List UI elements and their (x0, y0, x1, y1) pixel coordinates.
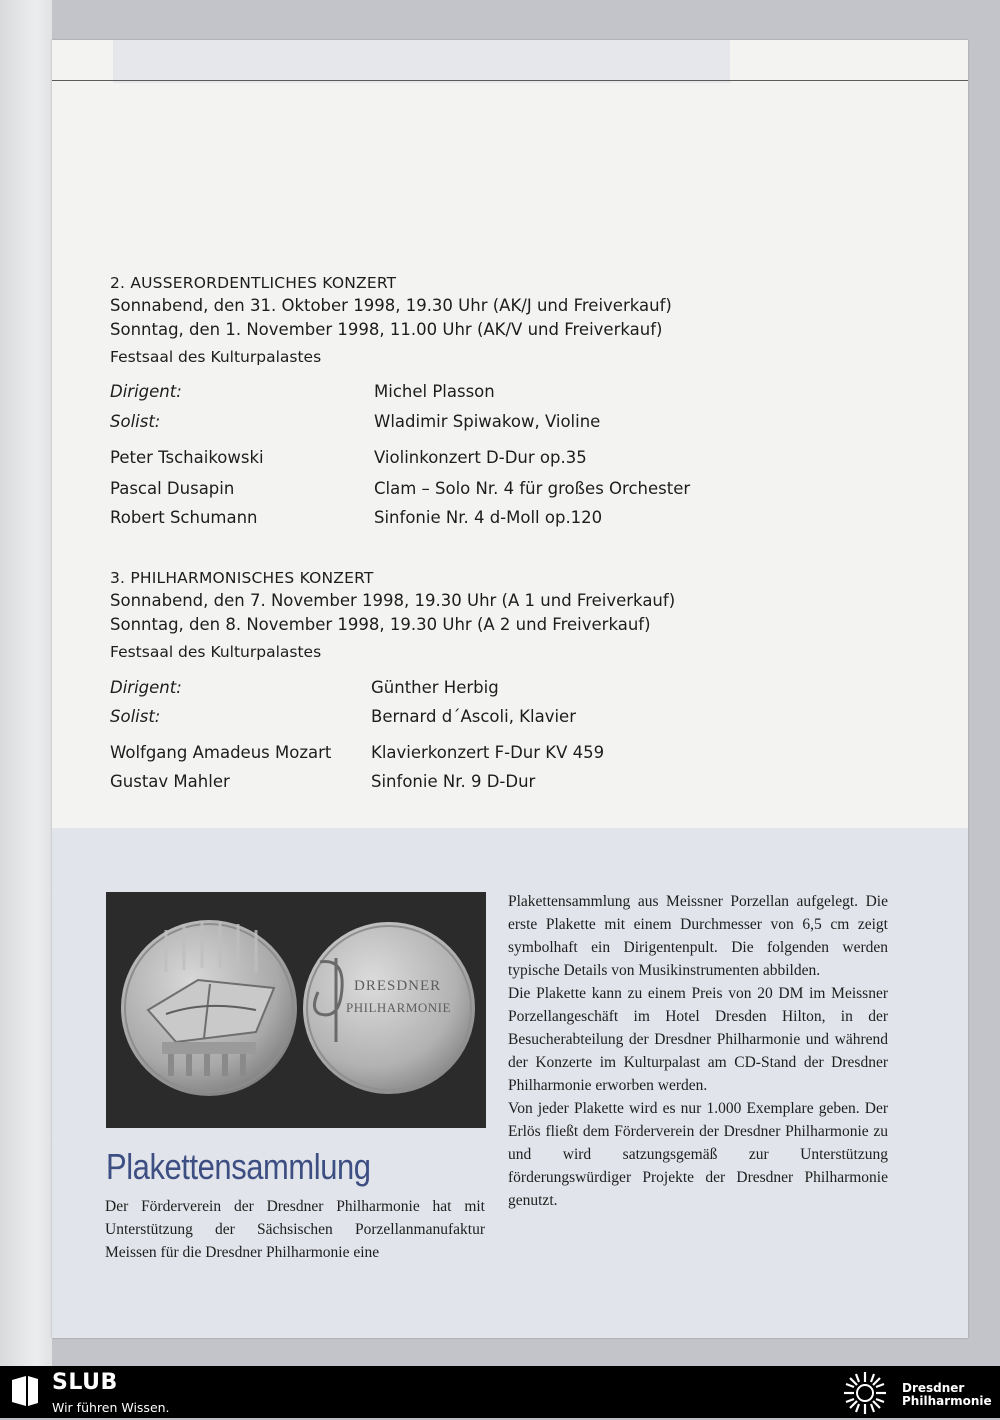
article-paragraph: Von jeder Plakette wird es nur 1.000 Exemplare geben. Der Erlös fließt dem Förderverein der Dresdner Philharmonie zu und wird satzungsgemäß zur Unterstützung förderungswürdiger Projekte der Dresdner Philharmonie genutzt. (508, 1100, 888, 1209)
program-value: Violinkonzert D-Dur op.35 (374, 448, 587, 467)
program-value: Sinfonie Nr. 4 d-Moll op.120 (374, 508, 603, 527)
concert-block-2 (110, 567, 675, 663)
header-rule (52, 80, 968, 81)
program-label: Dirigent: (110, 382, 182, 401)
concert-heading: 2. AUSSERORDENTLICHES KONZERT (110, 274, 397, 292)
concert-date: Sonntag, den 1. November 1998, 11.00 Uhr (AK/V und Freiverkauf) (110, 320, 663, 339)
concert-date: Sonnabend, den 31. Oktober 1998, 19.30 Uhr (AK/J und Freiverkauf) (110, 296, 672, 315)
program-label: Peter Tschaikowski (110, 448, 264, 467)
concert-date: Sonntag, den 8. November 1998, 19.30 Uhr (A 2 und Freiverkauf) (110, 615, 651, 634)
medal-inscription-line1: DRESDNER (354, 978, 442, 994)
article-paragraph: Plakettensammlung aus Meissner Porzellan aufgelegt. Die erste Plakette mit einem Durchmesser von 6,5 cm zeigt symbolhaft ein Dirigentenpult. Die folgenden werden typische Details von Musikinstrumenten abbilden. (508, 893, 888, 979)
article-title: Plakettensammlung (106, 1146, 371, 1187)
concert-block-1 (110, 272, 672, 368)
medal-photo (106, 892, 486, 1128)
medal-inscription-line2: PHILHARMONIE (346, 1000, 451, 1015)
philharmonie-name (902, 1382, 992, 1408)
facing-page-edge (0, 0, 52, 1366)
program-value: Günther Herbig (371, 678, 499, 697)
article-paragraph: Die Plakette kann zu einem Preis von 20 DM im Meissner Porzellangeschäft im Hotel Dresden Hilton, in der Besucherabteilung der Dresdner Philharmonie und während der Konzerte im Kulturpalast am CD-Stand der Dresdner Philharmonie erworben werden. (508, 985, 888, 1094)
program-value: Sinfonie Nr. 9 D-Dur (371, 772, 536, 791)
article-intro: Der Förderverein der Dresdner Philharmonie hat mit Unterstützung der Sächsischen Porzellanmanufaktur Meissen für die Dresdner Philharmonie eine (105, 1198, 485, 1261)
program-label: Robert Schumann (110, 508, 258, 527)
concert-venue: Festsaal des Kulturpalastes (110, 348, 322, 366)
slub-name[interactable]: SLUB (52, 1370, 118, 1395)
slub-tagline: Wir führen Wissen. (52, 1400, 170, 1415)
philharmonie-name-line1: Dresdner (902, 1381, 965, 1395)
program-label: Dirigent: (110, 678, 182, 697)
philharmonie-logo-icon[interactable] (842, 1370, 888, 1416)
concert-heading: 3. PHILHARMONISCHES KONZERT (110, 569, 374, 587)
program-value: Clam – Solo Nr. 4 für großes Orchester (374, 479, 691, 498)
program-label: Wolfgang Amadeus Mozart (110, 743, 332, 762)
article-body (508, 890, 888, 1212)
program-label: Solist: (110, 412, 161, 431)
program-value: Wladimir Spiwakow, Violine (374, 412, 601, 431)
program-label: Solist: (110, 707, 161, 726)
program-label: Pascal Dusapin (110, 479, 235, 498)
program-value: Michel Plasson (374, 382, 495, 401)
concert-date: Sonnabend, den 7. November 1998, 19.30 Uhr (A 1 und Freiverkauf) (110, 591, 676, 610)
program-label: Gustav Mahler (110, 772, 230, 791)
program-value: Bernard d´Ascoli, Klavier (371, 707, 576, 726)
philharmonie-name-line2: Philharmonie (902, 1394, 992, 1408)
program-value: Klavierkonzert F-Dur KV 459 (371, 743, 605, 762)
concert-venue: Festsaal des Kulturpalastes (110, 643, 322, 661)
slub-logo-icon[interactable] (10, 1374, 40, 1408)
bleed-through-shade (113, 40, 730, 83)
